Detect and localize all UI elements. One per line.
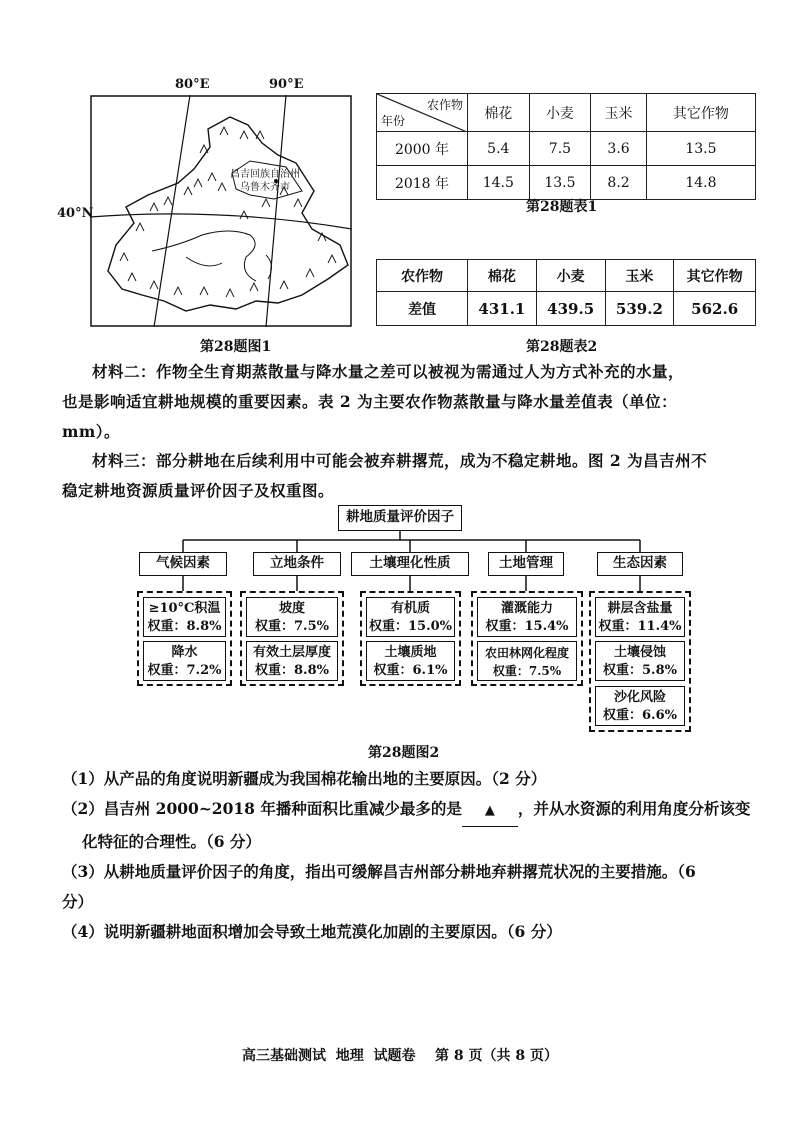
- table1-col: 玉米: [591, 94, 647, 132]
- table2-cell: 431.1: [468, 292, 537, 326]
- factor-weight: 权重：11.4%: [598, 619, 682, 634]
- factor-weight: 权重：6.1%: [373, 663, 448, 678]
- factor-name: 沙化风险: [613, 690, 666, 705]
- table2-col: 棉花: [468, 260, 537, 292]
- material3: [62, 446, 762, 506]
- table1-cell: 14.5: [468, 166, 530, 200]
- city-label-line2: 乌鲁木齐市: [240, 182, 290, 193]
- factor-weight: 权重：7.2%: [147, 663, 222, 678]
- table1-cell: 3.6: [591, 132, 647, 166]
- table1-year: 2018 年: [377, 166, 468, 200]
- category-box: 气候因素: [139, 552, 227, 576]
- factor-name: 坡度: [278, 601, 305, 616]
- category-box: 土壤理化性质: [351, 552, 469, 576]
- factor-name: 土壤侵蚀: [613, 645, 666, 660]
- factor-weight: 权重：7.5%: [492, 664, 562, 678]
- category-box: 土地管理: [488, 552, 564, 576]
- table1-cell: 14.8: [646, 166, 755, 200]
- answer-blank[interactable]: ▲: [462, 796, 518, 827]
- factor-box: [366, 597, 455, 637]
- table1-col: 小麦: [529, 94, 591, 132]
- factor-name: 降水: [171, 645, 198, 660]
- factor-name: ≥10°C积温: [148, 601, 221, 616]
- question-2: [62, 794, 782, 827]
- factor-box: [246, 641, 338, 681]
- factor-box: [366, 641, 455, 681]
- factor-name: 有机质: [390, 601, 430, 616]
- material2-line: 也是影响适宜耕地规模的重要因素。表 2 为主要农作物蒸散量与降水量差值表（单位：: [62, 392, 678, 411]
- question-1: （1）从产品的角度说明新疆成为我国棉花输出地的主要原因。（2 分）: [62, 769, 547, 788]
- xinjiang-map: [90, 95, 352, 327]
- table2-header: 农作物: [377, 260, 468, 292]
- table1-year: 2000 年: [377, 132, 468, 166]
- factor-weight: 权重：7.5%: [255, 619, 329, 634]
- factor-box: [595, 597, 685, 637]
- factor-box: [143, 597, 226, 637]
- table2-row-label: 差值: [377, 292, 468, 326]
- factor-box: [246, 597, 338, 637]
- category-box: 生态因素: [597, 552, 683, 576]
- table2: [376, 259, 756, 326]
- factor-weight: 权重：15.0%: [368, 619, 452, 634]
- factor-box: [477, 597, 577, 637]
- questions: [62, 764, 782, 947]
- question-2-part1: （2）昌吉州 2000~2018 年播种面积比重减少最多的是: [62, 799, 462, 818]
- question-3-line1: （3）从耕地质量评价因子的角度，指出可缓解昌吉州部分耕地弃耕撂荒状况的主要措施。（6: [62, 862, 696, 881]
- material3-line: 稳定耕地资源质量评价因子及权重图。: [62, 481, 335, 500]
- factor-box: [595, 641, 685, 681]
- material2-line: mm）。: [62, 422, 121, 441]
- factor-weight: 权重：6.6%: [603, 708, 677, 723]
- material2-line: 材料二：作物全生育期蒸散量与降水量之差可以被视为需通过人为方式补充的水量，: [92, 362, 685, 381]
- table-row: [377, 292, 756, 326]
- map-caption: 第28题图1: [200, 339, 272, 355]
- factor-weight: 权重：8.8%: [147, 619, 222, 634]
- factor-box: [143, 641, 226, 681]
- table2-col: 其它作物: [674, 260, 756, 292]
- lon-label-90: 90°E: [269, 77, 304, 92]
- factor-box: [595, 686, 685, 726]
- lon-label-80: 80°E: [175, 77, 210, 92]
- page-footer: 高三基础测试 地理 试题卷 第 8 页（共 8 页）: [242, 1048, 558, 1064]
- factor-box: [477, 641, 577, 681]
- table1-header-crop: 农作物: [426, 98, 463, 112]
- factor-weight: 权重：8.8%: [255, 663, 329, 678]
- factor-name: 灌溉能力: [500, 601, 553, 616]
- table1-cell: 13.5: [646, 132, 755, 166]
- table1-col: 其它作物: [646, 94, 755, 132]
- lat-label-40: 40°N: [57, 206, 94, 221]
- question-3-line2: 分）: [62, 892, 94, 911]
- table2-cell: 539.2: [605, 292, 674, 326]
- question-2-line2: 化特征的合理性。（6 分）: [82, 832, 261, 851]
- factor-name: 有效土层厚度: [252, 645, 331, 660]
- city-label: [230, 168, 300, 194]
- table2-cell: 439.5: [536, 292, 605, 326]
- table1-header-year: 年份: [381, 114, 406, 128]
- table1-cell: 13.5: [529, 166, 591, 200]
- diagram-caption: 第28题图2: [368, 745, 440, 761]
- material2: [62, 357, 762, 447]
- question-4: （4）说明新疆耕地面积增加会导致土地荒漠化加剧的主要原因。（6 分）: [62, 922, 562, 941]
- factor-weight: 权重：15.4%: [485, 619, 569, 634]
- table2-cell: 562.6: [674, 292, 756, 326]
- table1-caption: 第28题表1: [526, 199, 598, 215]
- factor-weight: 权重：5.8%: [603, 663, 677, 678]
- table2-caption: 第28题表2: [526, 339, 598, 355]
- factor-name: 土壤质地: [384, 645, 437, 660]
- table-row: [377, 132, 756, 166]
- category-box: 立地条件: [253, 552, 341, 576]
- factor-name: 耕层含盐量: [607, 601, 673, 616]
- table1-cell: 5.4: [468, 132, 530, 166]
- city-label-line1: 昌吉回族自治州: [230, 169, 300, 180]
- diagram-root: 耕地质量评价因子: [338, 505, 462, 531]
- table1-col: 棉花: [468, 94, 530, 132]
- table2-col: 玉米: [605, 260, 674, 292]
- table1-cell: 8.2: [591, 166, 647, 200]
- map-svg: [90, 95, 352, 327]
- material3-line: 材料三：部分耕地在后续利用中可能会被弃耕撂荒，成为不稳定耕地。图 2 为昌吉州不: [92, 451, 708, 470]
- table1-diag-header: [377, 94, 468, 132]
- question-2-part2: ，并从水资源的利用角度分析该变: [517, 799, 751, 818]
- table1-cell: 7.5: [529, 132, 591, 166]
- table1: [376, 93, 756, 200]
- factor-name: 农田林网化程度: [484, 646, 569, 660]
- table2-col: 小麦: [536, 260, 605, 292]
- table-row: [377, 166, 756, 200]
